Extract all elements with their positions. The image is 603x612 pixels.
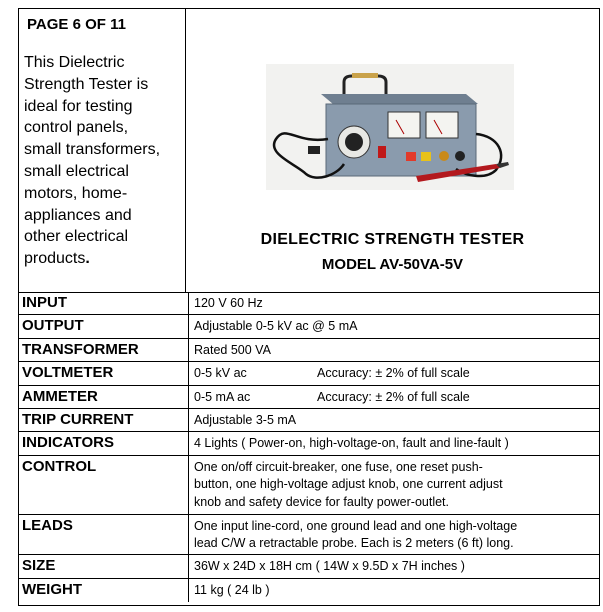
spec-label: INPUT <box>19 292 189 314</box>
spec-label: WEIGHT <box>19 578 189 602</box>
spec-label: TRIP CURRENT <box>19 408 189 431</box>
spec-value-multiline <box>189 514 600 554</box>
product-column <box>186 9 599 292</box>
description-line: control panels, <box>24 119 129 137</box>
description-line: Strength Tester is <box>24 75 149 93</box>
spec-row-size <box>19 554 599 578</box>
spec-row-indicators <box>19 431 599 455</box>
product-model: MODEL AV-50VA-5V <box>321 256 464 273</box>
spec-value-line: button, one high-voltage adjust knob, one current adjust <box>194 477 503 491</box>
spec-value-cell <box>189 385 600 408</box>
spec-row-input <box>19 292 599 314</box>
spec-value: 36W x 24D x 18H cm ( 14W x 9.5D x 7H inches ) <box>189 554 600 578</box>
spec-value: 0-5 mA ac <box>194 389 251 404</box>
spec-label: CONTROL <box>19 455 189 514</box>
spec-value: Adjustable 3-5 mA <box>189 408 600 431</box>
description-line: motors, home- <box>24 184 128 202</box>
spec-value-line: One input line-cord, one ground lead and one high-voltage <box>194 518 518 533</box>
description-line: other electrical <box>24 228 129 246</box>
description-line: ideal for testing <box>24 97 133 115</box>
spec-value-cell <box>189 361 600 385</box>
spec-label: SIZE <box>19 554 189 578</box>
spec-row-weight <box>19 578 599 602</box>
spec-label: INDICATORS <box>19 431 189 455</box>
spec-label: TRANSFORMER <box>19 338 189 361</box>
spec-sheet <box>18 8 600 606</box>
spec-value: 0-5 kV ac <box>194 365 247 380</box>
spec-row-leads <box>19 514 599 554</box>
spec-value: 11 kg ( 24 lb ) <box>189 578 600 602</box>
spec-label: OUTPUT <box>19 314 189 338</box>
spec-value-line: lead C/W a retractable probe. Each is 2 meters (6 ft) long. <box>194 536 514 550</box>
header-section <box>19 9 599 293</box>
spec-value: 4 Lights ( Power-on, high-voltage-on, fault and line-fault ) <box>189 431 600 455</box>
spec-accuracy: Accuracy: ± 2% of full scale <box>317 389 470 404</box>
tester-device-image <box>266 64 514 190</box>
spec-row-trip-current <box>19 408 599 431</box>
page-number: PAGE 6 OF 11 <box>27 16 126 33</box>
spec-value-line: knob and safety device for faulty power-outlet. <box>194 494 450 509</box>
spec-value: Rated 500 VA <box>189 338 600 361</box>
product-photo <box>266 64 514 190</box>
description-line: small transformers, <box>24 141 161 159</box>
description-last-word: products <box>24 250 86 268</box>
spec-label: VOLTMETER <box>19 361 189 385</box>
description-column <box>19 9 186 292</box>
spec-value: Adjustable 0-5 kV ac @ 5 mA <box>189 314 600 338</box>
spec-value: 120 V 60 Hz <box>194 296 263 310</box>
description-line: This Dielectric <box>24 54 125 71</box>
spec-row-output <box>19 314 599 338</box>
spec-value-multiline <box>189 455 600 514</box>
spec-row-transformer <box>19 338 599 361</box>
spec-value-line: One on/off circuit-breaker, one fuse, one reset push- <box>194 459 483 474</box>
product-title: DIELECTRIC STRENGTH TESTER <box>260 231 525 248</box>
spec-label: LEADS <box>19 514 189 554</box>
product-description <box>24 52 184 270</box>
spec-row-control <box>19 455 599 514</box>
spec-label: AMMETER <box>19 385 189 408</box>
spec-row-voltmeter <box>19 361 599 385</box>
spec-row-ammeter <box>19 385 599 408</box>
description-line: small electrical <box>24 162 129 180</box>
specifications-table <box>19 292 599 602</box>
spec-accuracy: Accuracy: ± 2% of full scale <box>317 365 470 380</box>
description-period: . <box>85 250 90 268</box>
description-line: appliances and <box>24 206 132 224</box>
description-line <box>24 248 184 270</box>
